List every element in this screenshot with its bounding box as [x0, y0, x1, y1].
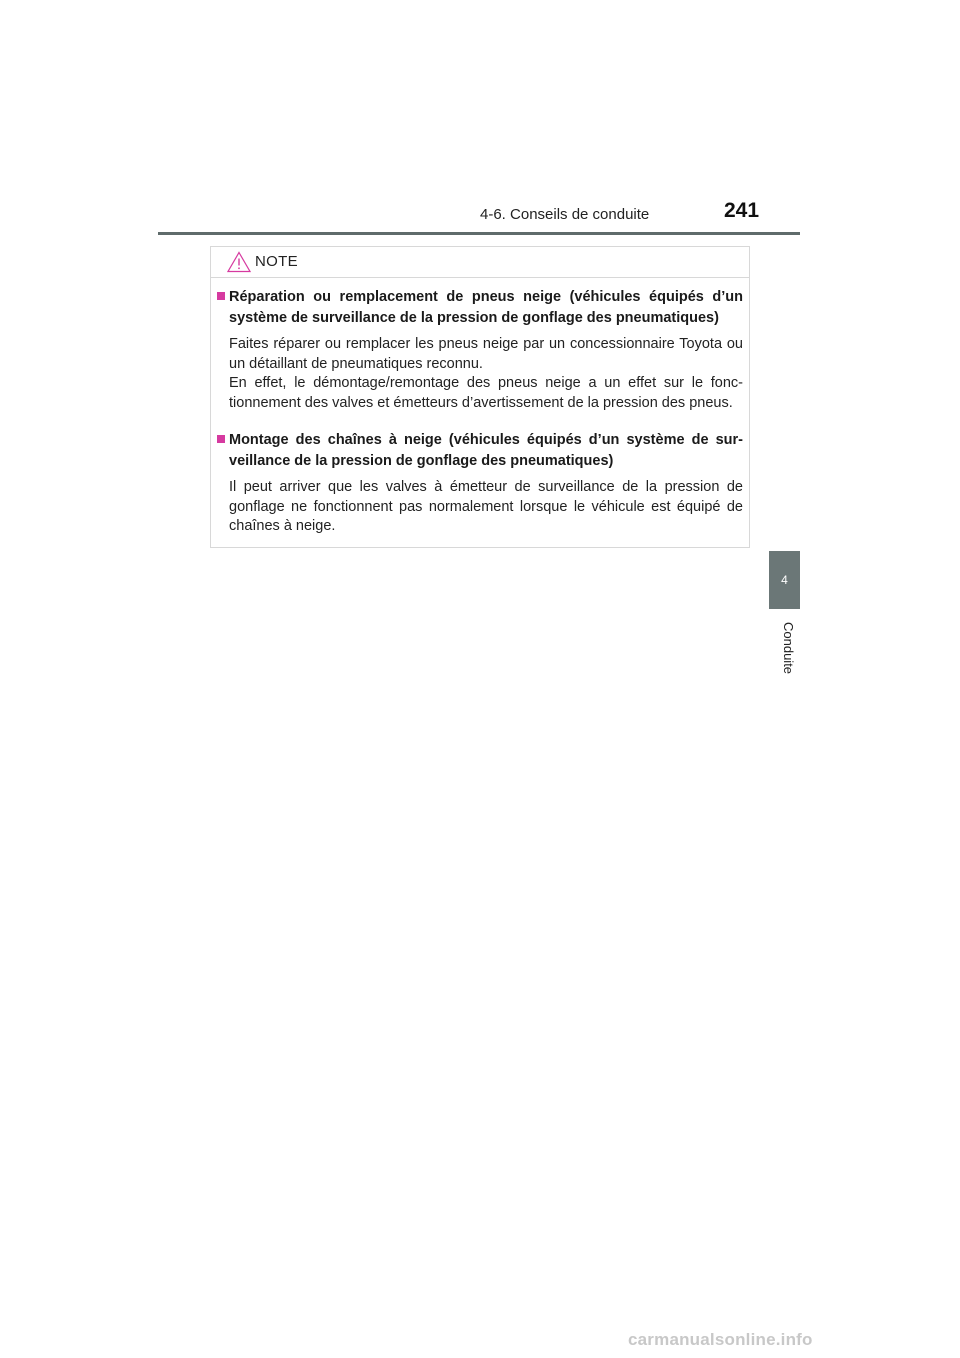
warning-triangle-icon: [227, 251, 251, 273]
paragraph: En effet, le démontage/remontage des pneus neige a un effet sur le fonc-tionnement des valves et émetteurs d’avertissement de la pression des pneus.: [229, 375, 743, 411]
note-box: [210, 246, 750, 548]
section-title: 4-6. Conseils de conduite: [480, 206, 650, 223]
note-label: NOTE: [255, 253, 298, 270]
paragraph: Il peut arriver que les valves à émetteur de surveillance de la pression de gonflage ne fonctionnent pas normalement lorsque le véhicule est équipé de chaînes à neige.: [229, 479, 743, 534]
watermark: carmanualsonline.info: [628, 1330, 813, 1349]
note-item-tire-repair: [217, 287, 743, 413]
item-body: [217, 478, 743, 537]
note-header: [211, 247, 749, 278]
item-title: [217, 287, 743, 329]
paragraph: Faites réparer ou remplacer les pneus neige par un concessionnaire Toyota ou un détaillant de pneumatiques reconnu.: [229, 336, 743, 372]
chapter-tab: 4: [769, 551, 800, 609]
item-body: [217, 335, 743, 413]
square-bullet-icon: [217, 435, 225, 443]
page-number: 241: [724, 199, 760, 222]
item-title: [217, 430, 743, 472]
chapter-label: Conduite: [781, 621, 796, 675]
item-title-text: Montage des chaînes à neige (véhicules équipés d’un système de sur-veillance de la pression de gonflage des pneumatiques): [229, 432, 743, 469]
item-title-text: Réparation ou remplacement de pneus neige (véhicules équipés d’un système de surveillance de la pression de gonflage des pneumatiques): [229, 289, 743, 326]
square-bullet-icon: [217, 292, 225, 300]
note-item-snow-chains: [217, 430, 743, 537]
header-rule: [158, 232, 800, 235]
